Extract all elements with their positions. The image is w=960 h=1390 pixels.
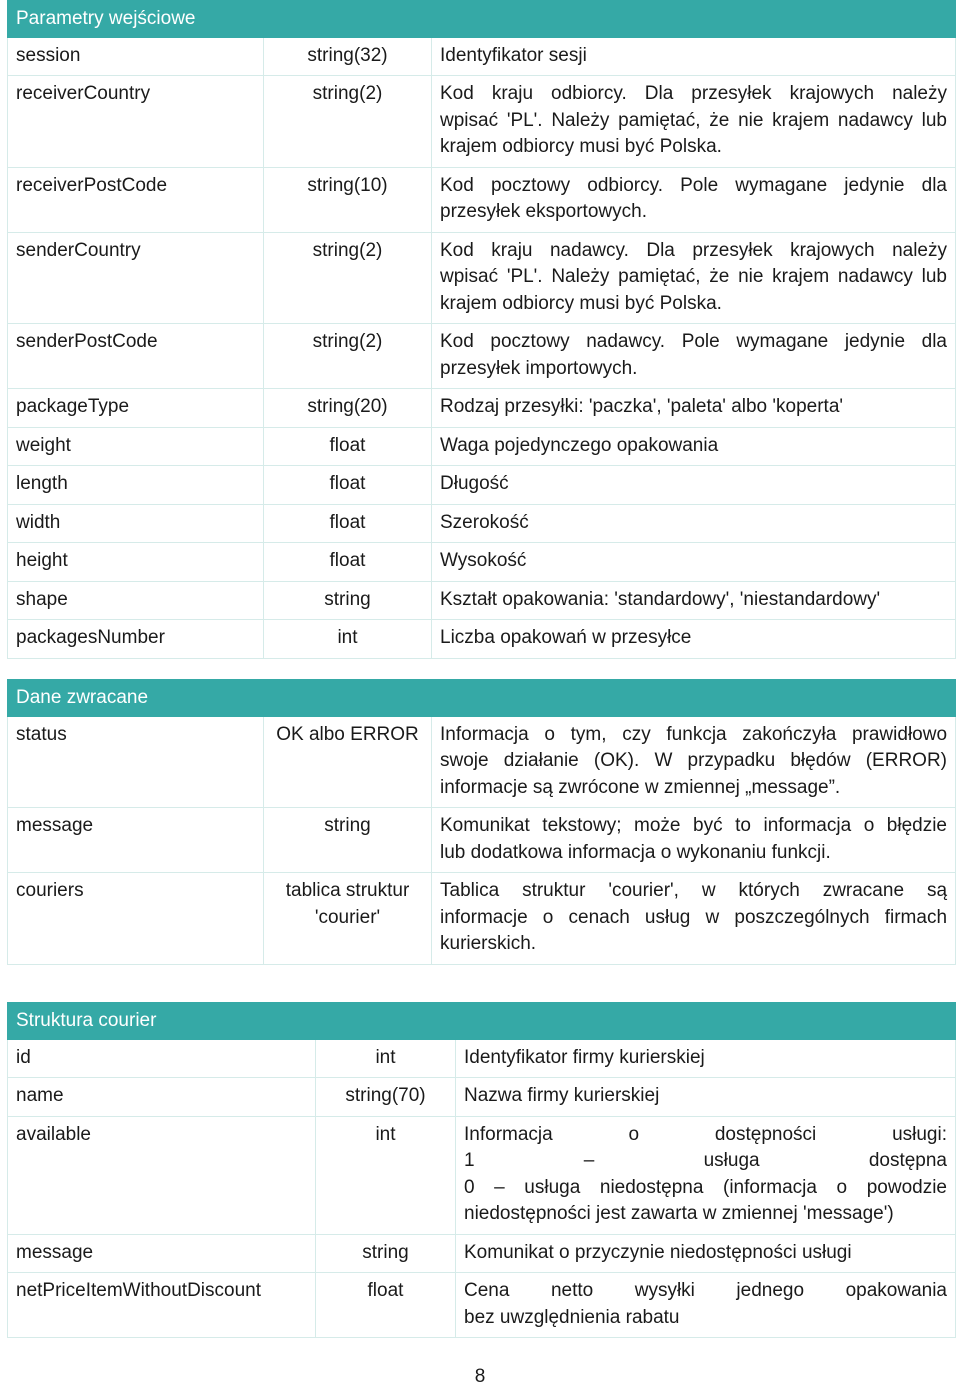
param-description — [432, 543, 956, 582]
param-description — [456, 1116, 956, 1234]
text-line: Komunikat tekstowy; może być to informacja o błędzie — [440, 815, 948, 836]
text-line: OK albo ERROR — [276, 723, 419, 745]
courier-structure-table — [7, 1002, 956, 1338]
param-name: netPriceItemWithoutDiscount — [8, 1273, 316, 1338]
param-type: string(10) — [264, 167, 432, 232]
table-row — [8, 324, 956, 389]
param-name: available — [8, 1116, 316, 1234]
text-line: Cena netto wysyłki jednego opakowania — [464, 1280, 947, 1301]
table-row — [8, 1078, 956, 1117]
param-type: int — [264, 620, 432, 659]
table-row — [8, 389, 956, 428]
text-line: Kod pocztowy nadawcy. Pole wymagane jedynie dla — [440, 331, 947, 352]
table-row — [8, 76, 956, 168]
param-name: length — [8, 466, 264, 505]
text-line: informacje są zwrócone w zmiennej „message”. — [440, 776, 841, 798]
param-type: string(70) — [316, 1078, 456, 1117]
text-line: Informacja o tym, czy funkcja zakończyła prawidłowo — [440, 723, 948, 745]
text-line: wpisać 'PL'. Należy pamiętać, że nie krajem nadawcy lub — [440, 266, 947, 287]
param-description — [456, 1273, 956, 1338]
text-line: kurierskich. — [440, 933, 537, 954]
param-name: width — [8, 504, 264, 543]
param-type: string(20) — [264, 389, 432, 428]
param-description — [432, 389, 956, 428]
text-line: Nazwa firmy kurierskiej — [464, 1085, 660, 1106]
text-line: Długość — [440, 473, 509, 494]
param-name: session — [8, 37, 264, 76]
table-row — [8, 504, 956, 543]
param-type: string — [264, 581, 432, 620]
text-line: Kod kraju nadawcy. Dla przesyłek krajowych należy — [440, 239, 947, 261]
section-header-input: Parametry wejściowe — [8, 1, 956, 38]
param-type: float — [264, 543, 432, 582]
text-line: Kod kraju odbiorcy. Dla przesyłek krajowych należy — [440, 83, 947, 104]
table-row — [8, 427, 956, 466]
param-type: float — [264, 466, 432, 505]
table-row — [8, 873, 956, 965]
courier-rows — [8, 1039, 956, 1338]
param-type: string(2) — [264, 232, 432, 324]
input-parameters-table — [7, 0, 956, 659]
param-description — [432, 808, 956, 873]
param-description — [456, 1234, 956, 1273]
param-name: senderPostCode — [8, 324, 264, 389]
text-line: Liczba opakowań w przesyłce — [440, 627, 692, 648]
param-description — [432, 427, 956, 466]
table-row — [8, 1273, 956, 1338]
table-row — [8, 37, 956, 76]
param-description — [432, 620, 956, 659]
param-description — [432, 76, 956, 168]
text-line: 'courier' — [314, 906, 381, 928]
table-row — [8, 716, 956, 808]
text-line: krajem odbiorcy musi być Polska. — [440, 136, 722, 157]
text-line: Kształt opakowania: 'standardowy', 'niestandardowy' — [440, 588, 881, 610]
param-description — [432, 37, 956, 76]
param-type: string — [316, 1234, 456, 1273]
text-line: niedostępności jest zawarta w zmiennej 'message') — [464, 1203, 894, 1224]
text-line: przesyłek importowych. — [440, 357, 638, 379]
output-rows — [8, 716, 956, 964]
table-row — [8, 167, 956, 232]
text-line: Kod pocztowy odbiorcy. Pole wymagane jedynie dla — [440, 174, 947, 196]
table-row — [8, 1116, 956, 1234]
text-line: 1 – usługa dostępna — [464, 1150, 947, 1171]
param-name: status — [8, 716, 264, 808]
param-type: float — [264, 504, 432, 543]
param-type: float — [264, 427, 432, 466]
param-description — [432, 716, 956, 808]
param-name: packagesNumber — [8, 620, 264, 659]
param-type: string(2) — [264, 324, 432, 389]
param-name: receiverPostCode — [8, 167, 264, 232]
text-line: tablica struktur — [285, 880, 410, 901]
param-type: int — [316, 1039, 456, 1078]
param-type: string(2) — [264, 76, 432, 168]
table-row — [8, 581, 956, 620]
table-row — [8, 466, 956, 505]
param-type — [264, 716, 432, 808]
text-line: przesyłek eksportowych. — [440, 201, 647, 222]
text-line: informacje o cenach usług w poszczególnych firmach — [440, 906, 948, 928]
param-type — [264, 873, 432, 965]
text-line: Rodzaj przesyłki: 'paczka', 'paleta' albo 'koperta' — [440, 396, 844, 417]
param-description — [432, 466, 956, 505]
table-row — [8, 543, 956, 582]
table-row — [8, 620, 956, 659]
text-line: Komunikat o przyczynie niedostępności usługi — [464, 1241, 852, 1263]
param-type: float — [316, 1273, 456, 1338]
text-line: Informacja o dostępności usługi: — [464, 1123, 947, 1145]
returned-data-table — [7, 679, 956, 965]
param-type — [264, 808, 432, 873]
text-line: Identyfikator sesji — [440, 44, 587, 66]
param-name: receiverCountry — [8, 76, 264, 168]
text-line: Tablica struktur 'courier', w których zwracane są — [440, 880, 948, 901]
page-number: 8 — [474, 1366, 486, 1387]
text-line: 0 – usługa niedostępna (informacja o powodzie — [464, 1176, 947, 1198]
text-line: swoje działanie (OK). W przypadku błędów (ERROR) — [440, 750, 948, 771]
param-name: senderCountry — [8, 232, 264, 324]
text-line: wpisać 'PL'. Należy pamiętać, że nie krajem nadawcy lub — [440, 109, 947, 131]
param-description — [456, 1078, 956, 1117]
text-line: Szerokość — [440, 511, 529, 533]
table-row — [8, 1234, 956, 1273]
table-row — [8, 808, 956, 873]
text-line: Wysokość — [440, 550, 527, 571]
text-line: krajem odbiorcy musi być Polska. — [440, 292, 722, 314]
param-name: weight — [8, 427, 264, 466]
param-name: shape — [8, 581, 264, 620]
param-description — [456, 1039, 956, 1078]
param-name: height — [8, 543, 264, 582]
param-name: message — [8, 1234, 316, 1273]
table-row — [8, 232, 956, 324]
param-name: message — [8, 808, 264, 873]
text-line: Waga pojedynczego opakowania — [440, 434, 719, 456]
param-description — [432, 504, 956, 543]
param-description — [432, 581, 956, 620]
param-description — [432, 232, 956, 324]
param-name: id — [8, 1039, 316, 1078]
section-header-courier: Struktura courier — [8, 1003, 956, 1040]
param-type: string(32) — [264, 37, 432, 76]
param-name: packageType — [8, 389, 264, 428]
input-rows — [8, 37, 956, 658]
param-name: name — [8, 1078, 316, 1117]
text-line: string — [324, 815, 371, 836]
param-description — [432, 167, 956, 232]
param-description — [432, 324, 956, 389]
text-line: bez uwzględnienia rabatu — [464, 1306, 680, 1328]
text-line: lub dodatkowa informacja o wykonaniu funkcji. — [440, 841, 831, 863]
param-type: int — [316, 1116, 456, 1234]
param-name: couriers — [8, 873, 264, 965]
table-row — [8, 1039, 956, 1078]
text-line: Identyfikator firmy kurierskiej — [464, 1046, 705, 1068]
section-header-output: Dane zwracane — [8, 680, 956, 717]
param-description — [432, 873, 956, 965]
